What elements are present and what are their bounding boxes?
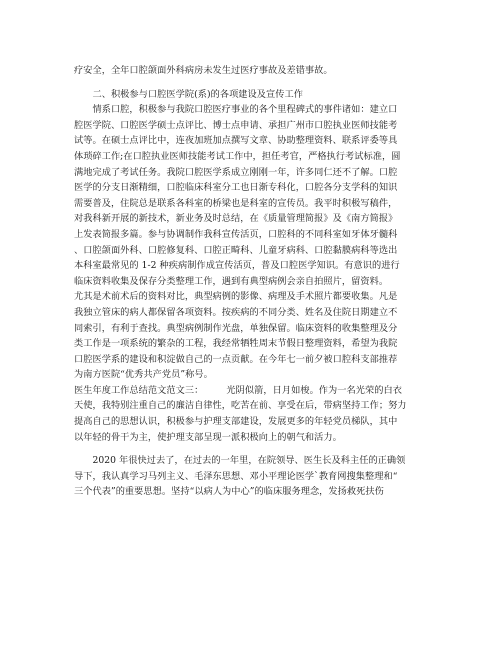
text-line: 为南方医院“优秀共产党员”称号。: [74, 369, 213, 381]
text-line: 腔医学院、口腔医学硕士点评比、博士点申请、承担广州市口腔执业医师技能考: [74, 119, 398, 131]
text-line: 我独立管床的病人都保留各项资料。按疾病的不同分类、姓名及住院日期建立不: [74, 306, 398, 318]
text-line: 对我科新开展的新技术，新业务及时总结，在《质量管理简报》及《南方简报》: [74, 213, 398, 225]
text-line: 体琐碎工作;在口腔执业医师技能考试工作中，担任考官，严格执行考试标准，圆: [74, 150, 401, 162]
text-line: 天使，我特别注重自己的廉洁自律性，吃苦在前、享受在后，带病坚持工作；努力: [74, 400, 407, 412]
text-line: 情系口腔，积极参与我院口腔医疗事业的各个里程碑式的事件诸如：建立口: [74, 104, 398, 116]
text-line: 需要普及，住院总是联系各科室的桥梁也是科室的宣传员。我平时积极写稿件，: [74, 197, 398, 209]
text-line: 2020 年很快过去了，在过去的一年里，在院领导、医生长及科主任的正确领: [74, 455, 406, 467]
text-line: 同索引，有利于查找。典型病例制作光盘，单独保留。临床资料的收集整理及分: [74, 322, 398, 334]
paragraph-gap: [74, 79, 427, 87]
text-line: 临床资料收集及保存分类整理工作，遇到有典型病例会亲自拍照片，留资料。: [74, 275, 389, 287]
text-line: 导下，我认真学习马列主义、毛泽东思想、邓小平理论医学`教育网搜集整理和“: [74, 470, 398, 482]
section-heading: 二、积极参与口腔医学院(系)的各项建设及宣传工作: [74, 88, 303, 100]
text-line: 医学的分支日渐精细，口腔临床科室分工也日渐专科化，口腔各分支学科的知识: [74, 182, 398, 194]
text-line: 满地完成了考试任务。我院口腔医学系成立刚刚一年，许多同仁还不了解。口腔: [74, 166, 398, 178]
text-line: 疗安全，全年口腔颌面外科病房未发生过医疗事故及差错事故。: [74, 65, 333, 76]
document-body: [74, 63, 427, 500]
text-line: 上发表简报多篇。参与协调制作我科宣传活页，口腔科的不同科室如牙体牙髓科: [74, 228, 398, 240]
section-intro-line: 医生年度工作总结范文范文三： 光阴似箭，日月如梭。作为一名光荣的白衣: [74, 384, 402, 396]
text-line: 尤其是术前术后的资料对比，典型病例的影像、病理及手术照片都要收集。凡是: [74, 291, 398, 303]
text-line: 类工作是一项系统的繁杂的工程，我经常牺牲周末节假日整理资料，希望为我院: [74, 338, 398, 350]
text-line: 以年轻的骨干为主，使护理支部呈现一派积极向上的朝气和活力。: [74, 431, 342, 443]
text-line: 本科室最常见的 1-2 种疾病制作成宣传活页，普及口腔医学知识。有意识的进行: [74, 260, 400, 272]
text-line: 试等。在硕士点评比中，连夜加班加点撰写文章、协助整理资料、联系评委等具: [74, 135, 398, 147]
paragraph-gap: [74, 445, 427, 453]
text-line: 三个代表”的重要思想。坚持“以病人为中心”的临床服务理念，发扬救死扶伤: [74, 486, 384, 498]
text-line: 提高自己的思想认识，积极参与护理支部建设，发展更多的年轻党员梯队，其中: [74, 416, 398, 428]
text-line: 口腔医学系的建设和积淀做自己的一点贡献。在今年七一前夕被口腔科支部推荐: [74, 353, 398, 365]
text-line: 、口腔颌面外科、口腔修复科、口腔正畸科、儿童牙病科、口腔黏膜病科等选出: [74, 244, 398, 256]
